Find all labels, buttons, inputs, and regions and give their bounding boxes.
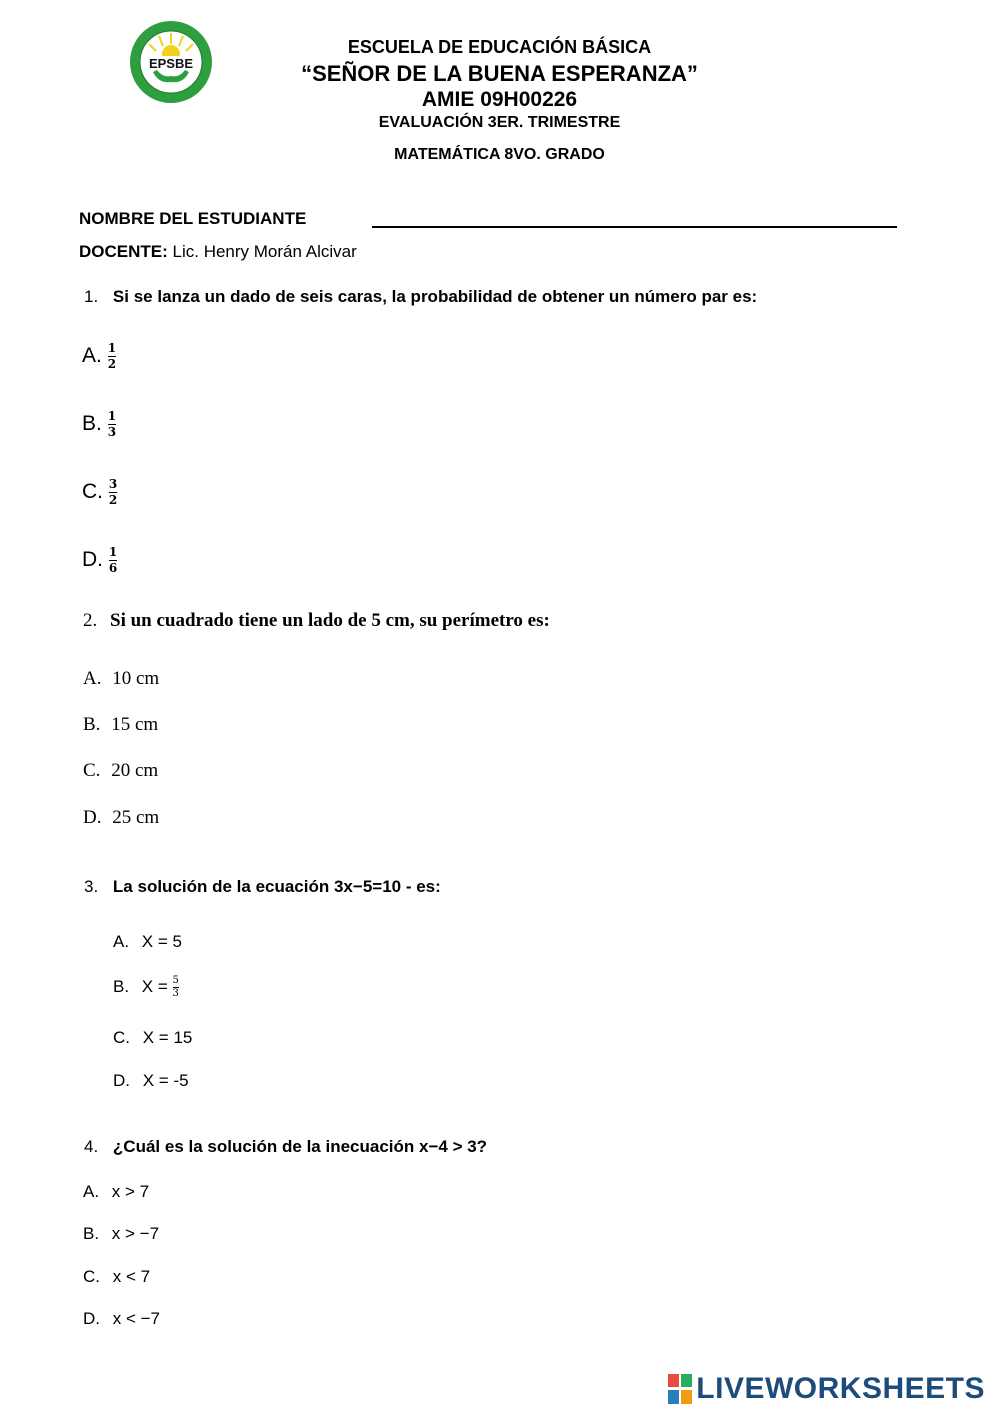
- q4-option-d[interactable]: [83, 1309, 160, 1329]
- option-text: 15 cm: [111, 714, 159, 735]
- q4-option-c[interactable]: [83, 1267, 150, 1287]
- option-letter: A.: [82, 344, 102, 368]
- q2-option-d[interactable]: [83, 807, 159, 829]
- q4-option-a[interactable]: [83, 1182, 149, 1202]
- denominator: 3: [172, 988, 179, 999]
- q3-option-b[interactable]: [113, 975, 179, 1000]
- liveworksheets-badge-icon: [668, 1374, 692, 1404]
- question-text: ¿Cuál es la solución de la inecuación x−4 > 3?: [112, 1137, 488, 1156]
- option-text: X = 5: [141, 932, 182, 951]
- question-4: [84, 1137, 487, 1157]
- liveworksheets-logo[interactable]: [668, 1372, 985, 1406]
- amie-code: AMIE 09H00226: [421, 88, 578, 111]
- question-number: 3.: [84, 877, 99, 896]
- question-number: 4.: [84, 1137, 99, 1156]
- teacher-label: DOCENTE:: [79, 242, 168, 261]
- q4-option-b[interactable]: [83, 1224, 159, 1244]
- numerator: 5: [172, 975, 179, 986]
- evaluation-title: EVALUACIÓN 3ER. TRIMESTRE: [378, 114, 621, 131]
- option-text: x > −7: [111, 1224, 160, 1243]
- option-text: x < −7: [112, 1309, 160, 1328]
- q1-option-b[interactable]: [82, 409, 116, 440]
- fraction: [109, 545, 117, 576]
- option-text: X =: [141, 976, 168, 996]
- school-line: ESCUELA DE EDUCACIÓN BÁSICA: [347, 37, 652, 57]
- teacher-name: Lic. Henry Morán Alcivar: [172, 242, 357, 261]
- question-number: 2.: [83, 610, 98, 631]
- denominator: 6: [108, 561, 118, 575]
- question-text: Si un cuadrado tiene un lado de 5 cm, su perímetro es:: [110, 610, 550, 631]
- denominator: 2: [107, 357, 117, 371]
- option-letter: D.: [82, 548, 103, 572]
- q3-option-d[interactable]: [113, 1071, 189, 1091]
- q3-option-c[interactable]: [113, 1028, 192, 1048]
- q1-option-a[interactable]: [82, 341, 116, 372]
- question-text: Si se lanza un dado de seis caras, la probabilidad de obtener un número par es:: [112, 287, 758, 306]
- student-name-label: NOMBRE DEL ESTUDIANTE: [79, 209, 307, 228]
- liveworksheets-brand: LIVEWORKSHEETS: [696, 1372, 985, 1405]
- q2-option-b[interactable]: [83, 714, 158, 736]
- option-letter: D.: [83, 1309, 100, 1328]
- option-letter: C.: [82, 480, 103, 504]
- option-text: 25 cm: [112, 807, 160, 828]
- school-name: “SEÑOR DE LA BUENA ESPERANZA”: [301, 61, 698, 86]
- q2-option-c[interactable]: [83, 760, 158, 782]
- option-letter: A.: [83, 668, 102, 689]
- option-letter: C.: [83, 760, 101, 781]
- fraction: [109, 477, 117, 508]
- q3-option-a[interactable]: [113, 932, 182, 952]
- numerator: 3: [108, 477, 118, 491]
- numerator: 1: [107, 409, 117, 423]
- option-text: x > 7: [111, 1182, 150, 1201]
- q2-option-a[interactable]: [83, 668, 159, 690]
- option-letter: A.: [113, 932, 130, 951]
- option-letter: B.: [82, 412, 102, 436]
- option-letter: D.: [83, 807, 102, 828]
- numerator: 1: [107, 341, 117, 355]
- question-3: [84, 877, 441, 897]
- question-number: 1.: [84, 287, 99, 306]
- option-letter: C.: [113, 1028, 130, 1047]
- option-text: 10 cm: [112, 668, 160, 689]
- option-text: x < 7: [112, 1267, 151, 1286]
- option-letter: B.: [83, 1224, 100, 1243]
- fraction: [108, 341, 116, 372]
- q1-option-c[interactable]: [82, 477, 117, 508]
- question-1: [84, 287, 757, 307]
- option-letter: A.: [83, 1182, 100, 1201]
- denominator: 2: [108, 493, 118, 507]
- option-text: X = -5: [142, 1071, 189, 1090]
- question-text: La solución de la ecuación 3x−5=10 - es:: [112, 877, 441, 896]
- option-letter: B.: [83, 714, 101, 735]
- option-letter: D.: [113, 1071, 130, 1090]
- subject-title: MATEMÁTICA 8VO. GRADO: [394, 146, 605, 163]
- q1-option-d[interactable]: [82, 545, 117, 576]
- fraction: [108, 409, 116, 440]
- option-letter: C.: [83, 1267, 100, 1286]
- numerator: 1: [108, 545, 118, 559]
- student-name-field[interactable]: [372, 226, 897, 228]
- question-2: [83, 610, 550, 632]
- option-text: X = 15: [142, 1028, 193, 1047]
- teacher-line: [79, 242, 357, 262]
- fraction: [173, 975, 179, 1000]
- option-text: 20 cm: [111, 760, 159, 781]
- option-letter: B.: [113, 976, 130, 996]
- denominator: 3: [107, 425, 117, 439]
- school-logo-text: EPSBE: [148, 56, 194, 71]
